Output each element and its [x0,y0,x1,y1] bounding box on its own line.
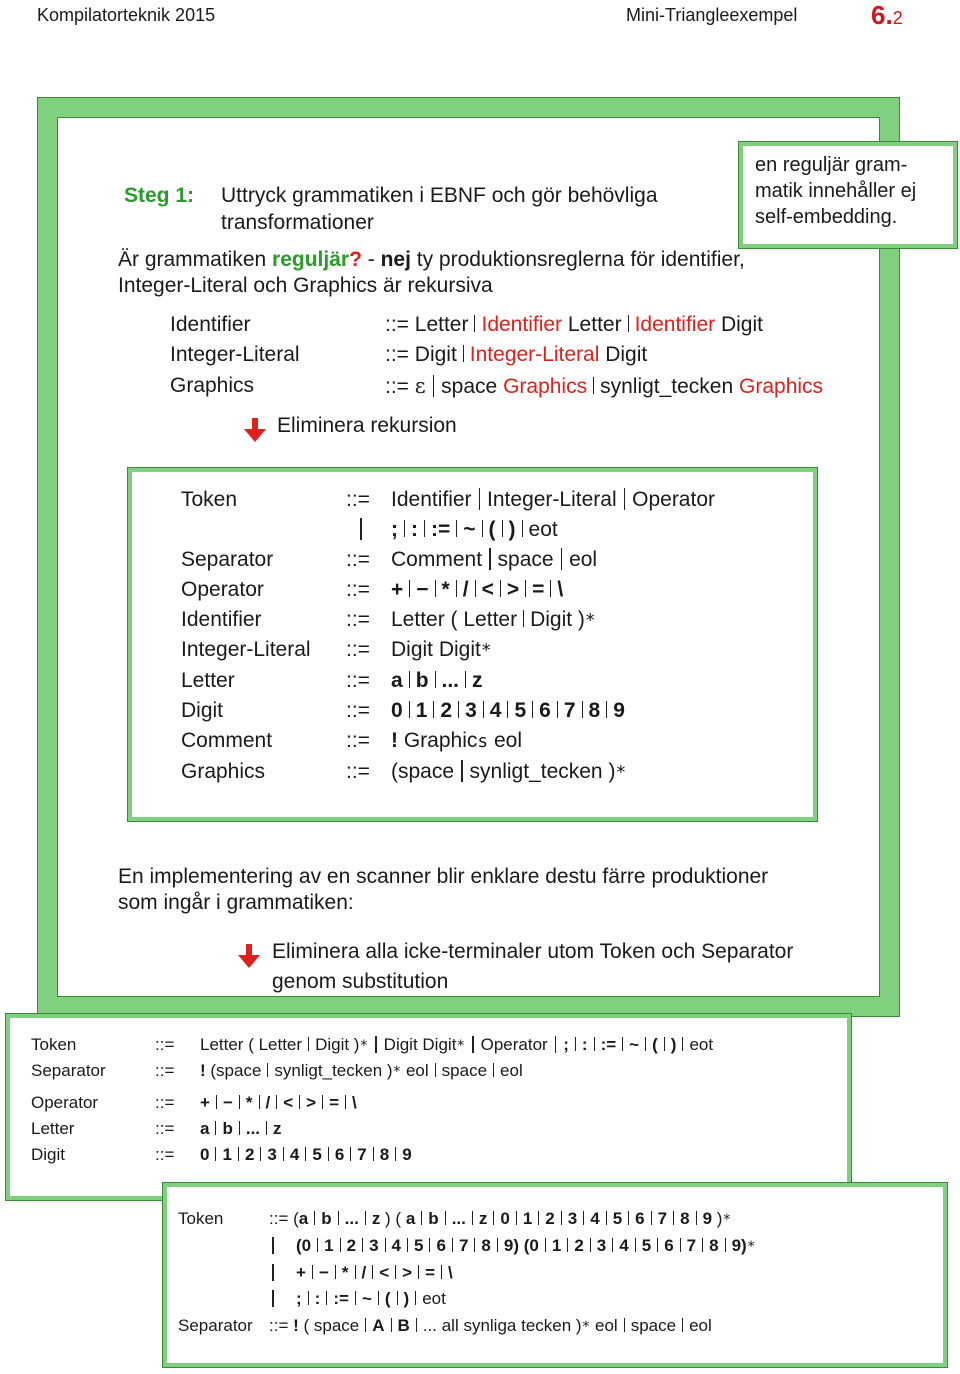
box2-token-eot: eot [528,518,558,541]
box3-digit-0: 0 [200,1145,210,1164]
box2-token-identifier: Identifier [391,488,472,511]
impl-line-1: En implementering av en scanner blir enklare destu färre produktioner [118,865,769,888]
box3-separator-space2: space [441,1061,488,1080]
box3-digit-6: 6 [334,1145,345,1164]
box3-token-rparen: ) [670,1035,677,1054]
g1-identifier-rec1: Identifier [481,313,563,336]
box2-digit-1: 1 [415,699,428,722]
box3-op-lt: < [283,1093,294,1112]
box2-letter-b: b [415,669,429,692]
box3-separator-eol2: eol [500,1061,523,1080]
box2-graphics-space: (space [391,760,455,783]
box4-l2-nine: 9) (0 [503,1236,539,1255]
box4-token-z: z [371,1209,381,1228]
box4-separator-def: ::= [269,1316,289,1335]
box3-token-lparen: ( [652,1035,658,1054]
box3-separator-visible: synligt_tecken ) [274,1061,393,1080]
box2-op-eq: = [532,578,545,601]
box2-identifier-def: ::= [346,608,370,631]
box2-letter-a: a [391,669,403,692]
box4-l2-d8: 8 [481,1236,491,1255]
box4-token-close: ) [716,1209,723,1228]
step-label: Steg 1: [124,184,195,207]
box4-l2-star: * [746,1239,756,1255]
box2-identifier-digit: Digit ) [530,608,585,631]
box4-separator-A: A [372,1316,385,1335]
box2-letter-z: z [472,669,483,692]
box2-token-operator: Operator [632,488,715,511]
box4-l2-d2: 2 [346,1236,357,1255]
box4-token-ellipsis: ... [344,1209,359,1228]
question-prefix: Är grammatiken [118,248,273,271]
down-arrow-icon [244,418,266,442]
box3-digit-7: 7 [357,1145,367,1164]
g1-intlit-name: Integer-Literal [170,343,300,366]
box4-l2-e6: 6 [664,1236,674,1255]
question-line-1 [118,248,745,272]
box2-op-gt: > [506,578,520,601]
box2-identifier-group: ( Letter [450,608,518,631]
box2-comment-s: s [477,731,489,752]
g1-intlit-rec: Integer-Literal [469,343,600,366]
box3-digit-3: 3 [267,1145,277,1164]
box4-token-ellipsis2: ... [451,1209,466,1228]
box2-token-tilde: ~ [463,518,476,541]
g1-graphics-rec1: Graphics [503,375,588,398]
box2-operator-def: ::= [346,578,370,601]
page-number [871,0,903,31]
g1-intlit-def: ::= [385,343,409,366]
box4-separator-eol2: eol [689,1316,712,1335]
box4-l2-e4: 4 [619,1236,629,1255]
box3-token-star: * [359,1038,369,1054]
box4-separator-bang: ! [293,1316,299,1335]
box4-op-div: / [361,1263,367,1282]
box4-l2-d4: 4 [391,1236,401,1255]
question-nej: nej [380,248,411,271]
box4-t-eot: eot [422,1289,446,1308]
box2-intlit-digits: Digit Digit [391,638,481,661]
box3-digit-def: ::= [155,1145,175,1164]
box3-token-digits: Digit Digit [383,1035,457,1054]
box2-identifier-star: * [584,610,596,631]
box2-intlit-def: ::= [346,638,370,661]
box3-token-colon: : [581,1035,588,1054]
box4-separator-eol: eol [590,1316,618,1335]
box3-digit-2: 2 [244,1145,255,1164]
box4-token-d3: 3 [567,1209,578,1228]
box2-digit-9: 9 [613,699,625,722]
box4-l2-e2: 2 [574,1236,584,1255]
box2-graphics-star: * [615,762,627,783]
impl-line-2: som ingår i grammatiken: [118,891,354,914]
box4-token-d4: 4 [590,1209,600,1228]
g1-identifier-rec2: Identifier [634,313,716,336]
box2-token-def: ::= [346,488,370,511]
callout-box [738,141,958,249]
step-text-1: Uttryck grammatiken i EBNF och gör behövliga [221,184,658,207]
box2-operator-name: Operator [181,578,264,601]
box2-digit-7: 7 [563,699,576,722]
box2-comment-def: ::= [346,729,370,752]
box4-op-times: * [341,1263,349,1282]
g1-intlit-digit: Digit [414,343,457,366]
box2-digit-0: 0 [391,699,403,722]
down-arrow-icon-2 [238,944,260,968]
g1-graphics-visible: synligt_tecken [600,375,734,398]
box2-digit-6: 6 [539,699,551,722]
box3-token-digit: Digit ) [315,1035,360,1054]
box2-token-name: Token [181,488,238,511]
box4-l2-d6: 6 [436,1236,446,1255]
box3-letter-name: Letter [31,1119,75,1138]
box3-op-times: * [245,1093,253,1112]
box4-token-d1: 1 [522,1209,533,1228]
box2-intlit-name: Integer-Literal [181,638,311,661]
box3-separator-space: (space [205,1061,262,1080]
box2-op-minus: − [416,578,429,601]
box3-letter-a: a [200,1119,210,1138]
box3-separator-eol: eol [401,1061,429,1080]
box2-token-intlit: Integer-Literal [487,488,617,511]
box4-separator-B: B [397,1316,410,1335]
box4-token-d7: 7 [657,1209,668,1228]
callout-line-2: matik innehåller ej [755,180,917,202]
box2-digit-3: 3 [465,699,477,722]
box4-op-gt: > [402,1263,413,1282]
box4-token-mid: ) ( [385,1209,402,1228]
elim2-line-1: Eliminera alla icke-terminaler utom Token och Separator [272,940,794,963]
box2-digit-def: ::= [346,699,370,722]
box4-t-lparen: ( [384,1289,391,1308]
box2-token-rparen: ) [508,518,516,541]
box2-graphics-def: ::= [346,760,370,783]
header-left: Kompilatorteknik 2015 [37,5,216,25]
box3-digit-8: 8 [379,1145,390,1164]
g1-identifier-name: Identifier [170,313,251,336]
box2-digit-4: 4 [489,699,502,722]
box3-op-minus: − [222,1093,233,1112]
box4-token-z2: z [478,1209,488,1228]
box3-token-becomes: := [600,1035,617,1054]
box3-op-backslash: \ [352,1093,357,1112]
box4-token-a2: a [405,1209,416,1228]
question-rest: ty produktionsreglerna för identifier, [410,248,745,271]
box3-digit-4: 4 [289,1145,300,1164]
box2-separator-space: space [497,548,554,571]
g1-graphics-space: space [441,375,498,398]
box2-op-plus: + [391,578,404,601]
g1-intlit-digit2: Digit [605,343,648,366]
box4-l2-end: 9) [731,1236,747,1255]
box2-identifier-name: Identifier [181,608,262,631]
question-dash: - [361,248,381,271]
box2-separator-def: ::= [346,548,370,571]
box2-comment-graphic: Graphic [398,729,478,752]
box2-token-semicolon: ; [391,518,398,541]
box2-intlit-star: * [480,640,492,661]
box2-separator-eol: eol [569,548,598,571]
elim2-line-2: genom substitution [272,970,449,993]
box4-token-b: b [321,1209,332,1228]
box3-token-name: Token [31,1035,77,1054]
page-number-minor: 2 [892,8,903,28]
box4-l2-open: (0 [296,1236,312,1255]
box2-digit-5: 5 [514,699,527,722]
box2-op-times: * [441,578,450,601]
box4-op-eq: = [425,1263,436,1282]
box3-token-tilde: ~ [629,1035,640,1054]
box3-token-star2: * [456,1038,466,1054]
box3-op-gt: > [306,1093,317,1112]
box4-t-semicolon: ; [296,1289,302,1308]
box4-l2-e3: 3 [596,1236,607,1255]
question-mark: ? [349,248,362,271]
box3-op-div: / [265,1093,271,1112]
box4-l2-d5: 5 [414,1236,424,1255]
box2-token-lparen: ( [488,518,496,541]
question-line-2: Integer-Literal och Graphics är rekursiva [118,274,493,297]
box2-graphics-visible: synligt_tecken ) [469,760,616,783]
box2-comment-bang: ! [391,729,398,752]
box4-l2-d3: 3 [369,1236,379,1255]
box3-token-letter-group: Letter ( Letter [200,1035,303,1054]
box4-token-b2: b [428,1209,439,1228]
box2-token-colon: : [411,518,418,541]
box4-token-d6: 6 [635,1209,645,1228]
box4-separator-space: ( space [298,1316,360,1335]
step-text-2: transformationer [221,211,374,234]
box4-token-name: Token [178,1209,224,1228]
box2-separator-name: Separator [181,548,274,571]
box3-separator-star: * [392,1064,402,1080]
box3-operator-def: ::= [155,1093,175,1112]
box3-token-eot: eot [689,1035,714,1054]
box3-op-eq: = [329,1093,340,1112]
box4-separator-name: Separator [178,1316,253,1335]
box4-token-d9: 9 [702,1209,713,1228]
box3-operator-name: Operator [31,1093,99,1112]
g1-identifier-digit: Digit [720,313,763,336]
box2-op-backslash: \ [557,578,564,601]
callout-line-1: en reguljär gram- [755,154,908,176]
box3-token-semicolon: ; [563,1035,569,1054]
box3-token-operator: Operator [480,1035,548,1054]
box2-comment-eol: eol [488,729,522,752]
box3-token-def: ::= [155,1035,175,1054]
g1-identifier-letter: Letter [414,313,469,336]
box2-identifier-letter: Letter [391,608,445,631]
box3-digit-5: 5 [312,1145,322,1164]
box3-letter-b: b [222,1119,233,1138]
box3-digit-9: 9 [402,1145,412,1164]
box4-token-open: ( [293,1209,299,1228]
question-regular: reguljär [272,248,350,271]
box4-op-plus: + [296,1263,306,1282]
box3-separator-name: Separator [31,1061,106,1080]
box4-l2-e1: 1 [551,1236,562,1255]
box3-digit-1: 1 [222,1145,232,1164]
callout-line-3: self-embedding. [755,206,898,228]
box4-separator-star: * [581,1319,591,1335]
box2-digit-name: Digit [181,699,224,722]
box3-digit-name: Digit [31,1145,66,1164]
g1-graphics-epsilon: ε [414,374,426,398]
g1-graphics-def: ::= [385,375,409,398]
box4-op-backslash: \ [448,1263,453,1282]
box4-l2-e8: 8 [709,1236,719,1255]
box4-token-def: ::= [269,1209,289,1228]
box3-op-plus: + [200,1093,210,1112]
box4-separator-space2: space [630,1316,677,1335]
box2-letter-name: Letter [181,669,235,692]
box2-letter-ellipsis: ... [441,669,460,692]
box4-l2-e7: 7 [686,1236,697,1255]
box3-letter-z: z [273,1119,282,1138]
box4-token-d8: 8 [680,1209,690,1228]
box4-l2-d7: 7 [458,1236,469,1255]
box4-token-d2: 2 [545,1209,555,1228]
g1-graphics-name: Graphics [170,374,255,397]
box3-separator-bang: ! [200,1061,206,1080]
g1-identifier-letter2: Letter [567,313,622,336]
box4-t-rparen: ) [403,1289,410,1308]
box4-l2-d1: 1 [324,1236,334,1255]
box2-comment-name: Comment [181,729,273,752]
box4-l2-e5: 5 [641,1236,652,1255]
box4-token-a: a [298,1209,309,1228]
box2-graphics-name: Graphics [181,760,266,783]
box2-digit-8: 8 [588,699,601,722]
box4-op-lt: < [379,1263,390,1282]
box3-letter-ellipsis: ... [245,1119,261,1138]
box2-op-div: / [462,578,469,601]
header-center: Mini-Triangleexempel [626,5,798,25]
page-number-major: 6. [871,0,893,30]
box4-op-minus: − [318,1263,329,1282]
elim-recursion-text: Eliminera rekursion [277,414,457,437]
box3-letter-def: ::= [155,1119,175,1138]
box4-token-d0: 0 [500,1209,510,1228]
box2-op-lt: < [481,578,494,601]
box2-digit-2: 2 [440,699,453,722]
g1-identifier-def: ::= [385,313,409,336]
box2-letter-def: ::= [346,669,370,692]
box4-t-colon: : [314,1289,321,1308]
box4-t-becomes: := [333,1289,349,1308]
box4-token-d5: 5 [612,1209,623,1228]
box3-separator-def: ::= [155,1061,175,1080]
box2-token-becomes: := [431,518,451,541]
box4-separator-rest: ... all synliga tecken ) [422,1316,582,1335]
g1-graphics-rec2: Graphics [739,375,824,398]
box2-separator-comment: Comment [391,548,483,571]
box4-token-star: * [722,1212,732,1228]
box4-t-tilde: ~ [361,1289,372,1308]
